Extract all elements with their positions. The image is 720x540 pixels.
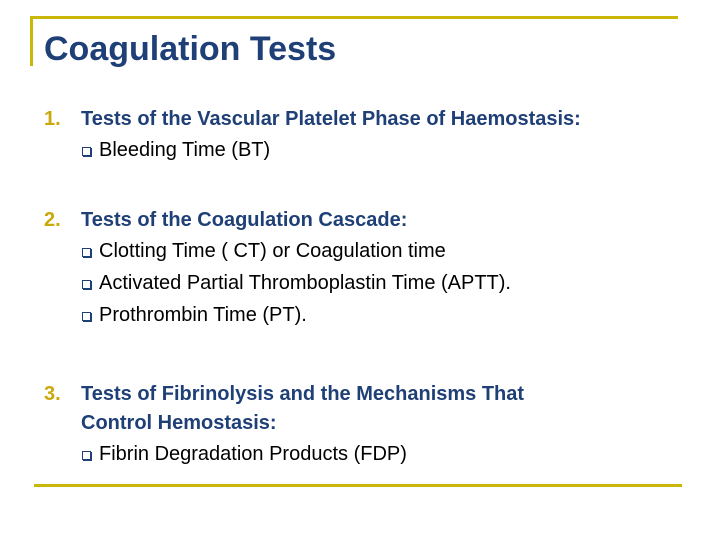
left-rule bbox=[30, 16, 33, 66]
section-number: 3. bbox=[44, 383, 61, 405]
list-item-text: Activated Partial Thromboplastin Time (APTT). bbox=[99, 272, 511, 294]
section-heading-text: Tests of the Coagulation Cascade: bbox=[81, 209, 408, 231]
square-bullet-icon bbox=[82, 248, 91, 257]
list-item-text: Prothrombin Time (PT). bbox=[99, 304, 307, 326]
list-item bbox=[44, 134, 694, 166]
list-item bbox=[44, 235, 694, 267]
section-number: 1. bbox=[44, 108, 61, 130]
list-item bbox=[44, 267, 694, 299]
top-rule bbox=[30, 16, 678, 19]
list-item-text: Fibrin Degradation Products (FDP) bbox=[99, 443, 407, 465]
section-heading bbox=[44, 105, 694, 134]
square-bullet-icon bbox=[82, 451, 91, 460]
list-item bbox=[44, 438, 694, 470]
section-heading bbox=[44, 380, 694, 438]
square-bullet-icon bbox=[82, 312, 91, 321]
list-item-text: Clotting Time ( CT) or Coagulation time bbox=[99, 240, 446, 262]
square-bullet-icon bbox=[82, 147, 91, 156]
section-heading-text: Tests of the Vascular Platelet Phase of Haemostasis: bbox=[81, 108, 581, 130]
list-item bbox=[44, 299, 694, 331]
bottom-rule bbox=[34, 484, 682, 487]
section-heading-text bbox=[81, 380, 694, 438]
list-item-text: Bleeding Time (BT) bbox=[99, 139, 271, 161]
square-bullet-icon bbox=[82, 280, 91, 289]
section-coagulation-cascade bbox=[44, 206, 694, 331]
section-heading bbox=[44, 206, 694, 235]
section-number: 2. bbox=[44, 209, 61, 231]
section-heading-line: Tests of Fibrinolysis and the Mechanisms That bbox=[81, 383, 525, 405]
section-vascular-platelet bbox=[44, 105, 694, 166]
page-title: Coagulation Tests bbox=[44, 30, 337, 68]
section-fibrinolysis bbox=[44, 380, 694, 470]
section-heading-line: Control Hemostasis: bbox=[81, 412, 277, 434]
